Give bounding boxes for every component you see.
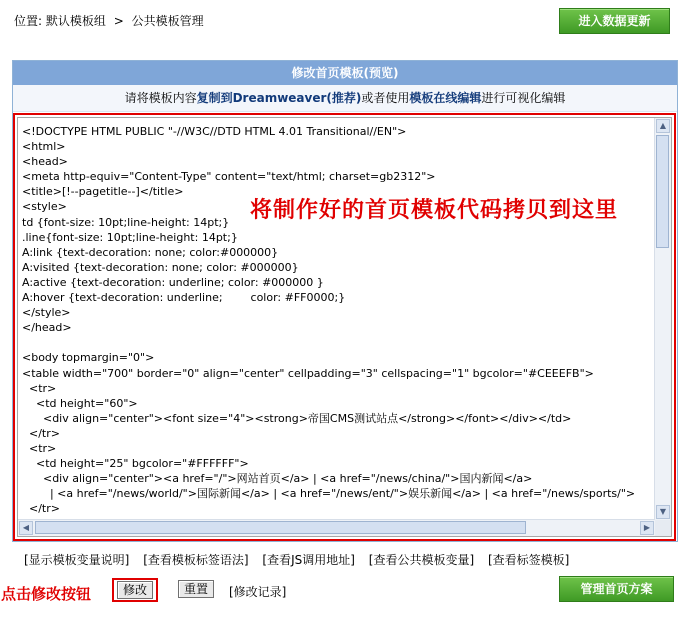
code-line: <div align="center"><a href="/">网站首页</a> | <a href="/news/china/">国内新闻</a> [22, 472, 533, 486]
link-template-variables[interactable]: [显示模板变量说明] [24, 553, 130, 567]
code-line: A:active {text-decoration: underline; color: #000000 } [22, 275, 324, 289]
enter-data-update-button[interactable]: 进入数据更新 [559, 8, 670, 34]
code-line: <body topmargin="0"> [22, 351, 155, 365]
click-modify-hint: 点击修改按钮 [1, 585, 92, 603]
code-line: <tr> [22, 381, 57, 395]
code-line: <table width="700" border="0" align="center" cellpadding="3" cellspacing="1" bgcolor="#CEEEFB"> [22, 366, 594, 380]
code-line: <html> [22, 140, 66, 154]
horizontal-scrollbar[interactable] [18, 519, 655, 536]
code-line: <head> [22, 155, 68, 169]
code-line: </tr> [22, 502, 60, 516]
action-row [0, 578, 560, 602]
code-line: td {font-size: 10pt;line-height: 14pt;} [22, 215, 230, 229]
horizontal-scroll-thumb[interactable] [35, 521, 526, 534]
code-line [22, 335, 653, 350]
breadcrumb [14, 12, 204, 29]
code-line: A:link {text-decoration: none; color:#000000} [22, 245, 279, 259]
breadcrumb-prefix: 位置: 默认模板组 [14, 14, 106, 28]
breadcrumb-current[interactable]: 公共模板管理 [131, 14, 204, 28]
code-line: <meta http-equiv="Content-Type" content="text/html; charset=gb2312"> [22, 170, 436, 184]
link-js-address[interactable]: [查看JS调用地址] [262, 553, 355, 567]
code-line: .line{font-size: 10pt;line-height: 14pt;} [22, 230, 238, 244]
modify-button[interactable]: 修改 [117, 581, 153, 599]
scroll-up-icon[interactable]: ▲ [656, 119, 670, 133]
editor-highlight-frame [13, 113, 676, 541]
modify-log-link[interactable]: [修改记录] [229, 585, 287, 599]
manage-homepage-plan-button[interactable]: 管理首页方案 [559, 576, 674, 602]
code-line: </head> [22, 321, 72, 335]
vertical-scroll-thumb[interactable] [656, 135, 669, 248]
code-line: <div align="center"><font size="4"><strong>帝国CMS测试站点</strong></font></div></td> [22, 411, 572, 425]
scroll-right-icon[interactable]: ▶ [640, 521, 654, 535]
code-line: <title>[!--pagetitle--]</title> [22, 185, 184, 199]
panel-instruction [13, 85, 677, 112]
link-public-variables[interactable]: [查看公共模板变量] [368, 553, 475, 567]
template-code-editor[interactable] [17, 117, 672, 537]
breadcrumb-separator: > [113, 14, 124, 28]
code-line: <tr> [22, 441, 57, 455]
instruction-part2: 或者使用 [361, 91, 410, 105]
code-line: <!DOCTYPE HTML PUBLIC "-//W3C//DTD HTML 4.01 Transitional//EN"> [22, 125, 407, 138]
template-code-text[interactable] [22, 124, 653, 518]
instruction-online-edit-link[interactable]: 模板在线编辑 [409, 91, 482, 105]
code-line: | <a href="/news/world/">国际新闻</a> | <a href="/news/ent/">娱乐新闻</a> | <a href="/news/sports/"> [22, 487, 636, 501]
instruction-part1: 请将模板内容 [124, 91, 197, 105]
code-line: A:visited {text-decoration: none; color: #000000} [22, 260, 299, 274]
scroll-left-icon[interactable]: ◀ [19, 521, 33, 535]
code-line: A:hover {text-decoration: underline; color: #FF0000;} [22, 291, 346, 305]
code-line: <td height="25" bgcolor="#FFFFFF"> [22, 457, 249, 471]
code-line: </tr> [22, 426, 60, 440]
panel-title: 修改首页模板(预览) [13, 61, 677, 85]
link-tag-syntax[interactable]: [查看模板标签语法] [143, 553, 249, 567]
code-line: <td height="60"> [22, 396, 138, 410]
link-tag-templates[interactable]: [查看标签模板] [487, 553, 570, 567]
reset-button[interactable]: 重置 [178, 580, 214, 598]
modify-highlight-frame [112, 578, 158, 602]
vertical-scrollbar[interactable] [654, 118, 671, 520]
code-line [22, 516, 653, 518]
instruction-part3: 进行可视化编辑 [481, 91, 566, 105]
help-links [24, 551, 579, 568]
paste-here-annotation: 将制作好的首页模板代码拷贝到这里 [250, 198, 619, 223]
code-line: </style> [22, 306, 71, 320]
instruction-dreamweaver-link[interactable]: 复制到Dreamweaver(推荐) [196, 91, 362, 105]
scroll-down-icon[interactable]: ▼ [656, 505, 670, 519]
scrollbar-corner [655, 520, 671, 536]
code-line: <style> [22, 200, 67, 214]
